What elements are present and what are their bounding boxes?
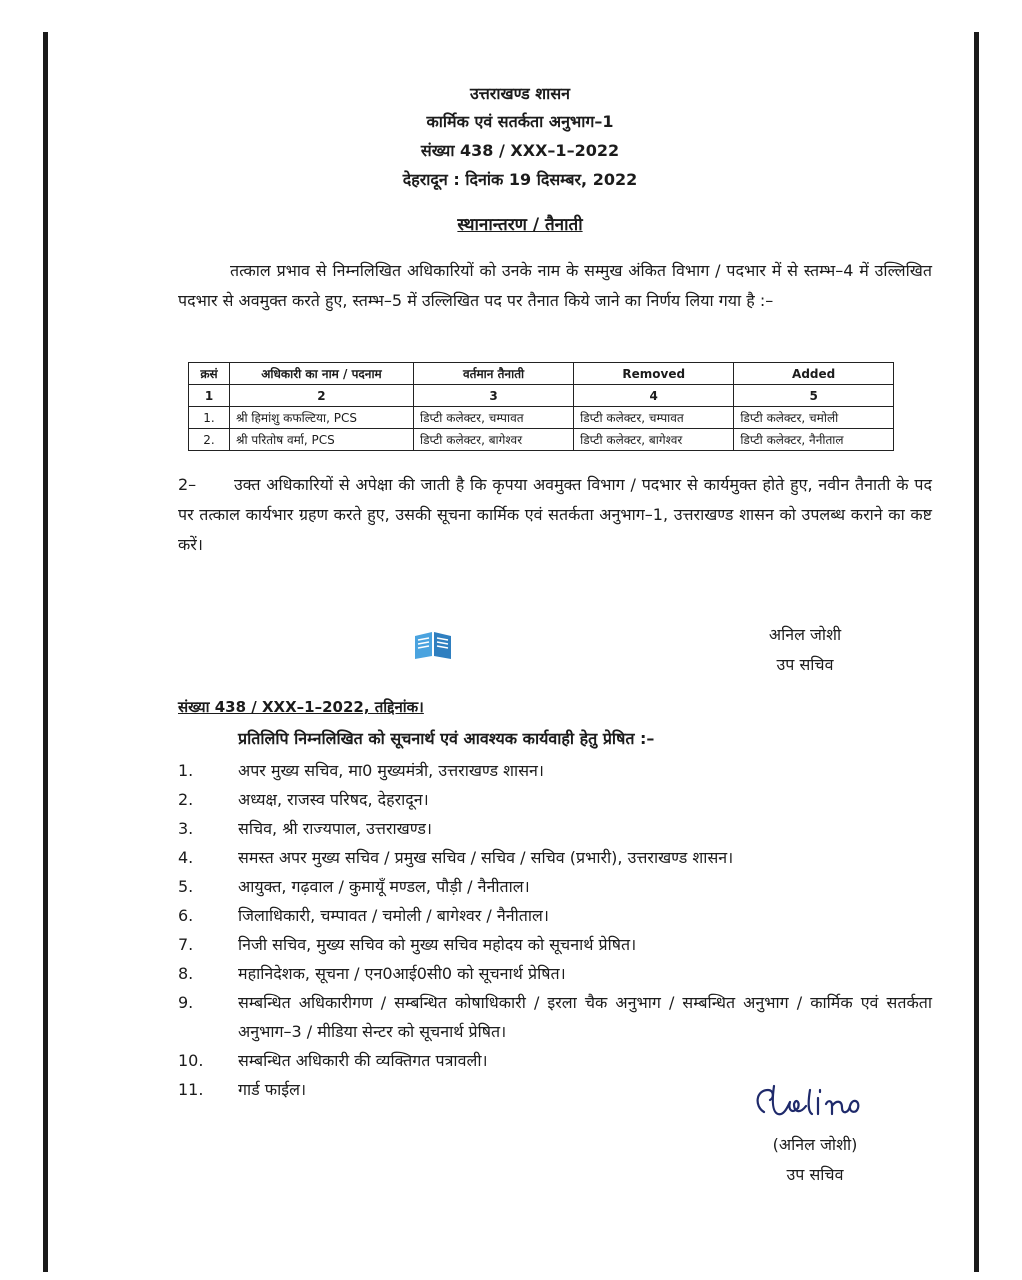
table-header-row bbox=[189, 363, 894, 385]
paragraph-text: उक्त अधिकारियों से अपेक्षा की जाती है कि कृपया अवमुक्त विभाग / पदभार से कार्यमुक्त होते हुए, नवीन तैनाती के पद पर तत्काल कार्यभार ग्रहण करते हुए, उसकी सूचना कार्मिक एवं सतर्कता अनुभाग–1, उत्तराखण्ड शासन को उपलब्ध कराने का कष्ट करें। bbox=[178, 475, 932, 554]
header-department: कार्मिक एवं सतर्कता अनुभाग–1 bbox=[426, 112, 614, 131]
list-item-number: 10. bbox=[178, 1051, 204, 1070]
list-item-text: महानिदेशक, सूचना / एन0आई0सी0 को सूचनार्थ प्रेषित। bbox=[238, 964, 566, 983]
table-header-cell: वर्तमान तैनाती bbox=[413, 363, 573, 385]
table-header-cell: Removed bbox=[574, 363, 734, 385]
table-header-cell: अधिकारी का नाम / पदनाम bbox=[230, 363, 414, 385]
page-edge-right bbox=[974, 32, 979, 1272]
handwritten-signature bbox=[750, 1076, 880, 1132]
list-item bbox=[178, 901, 932, 930]
table-column-number-row bbox=[189, 385, 894, 407]
table-column-number: 4 bbox=[574, 385, 734, 407]
list-item-number: 4. bbox=[178, 848, 194, 867]
table-cell-removed: डिप्टी कलेक्टर, बागेश्वर bbox=[574, 429, 734, 451]
header-government: उत्तराखण्ड शासन bbox=[469, 84, 571, 103]
signatory-block-1 bbox=[730, 620, 880, 680]
list-item bbox=[178, 1046, 932, 1075]
list-item-number: 1. bbox=[178, 761, 194, 780]
list-item-text: सचिव, श्री राज्यपाल, उत्तराखण्ड। bbox=[238, 819, 432, 838]
table-cell-current-posting: डिप्टी कलेक्टर, चम्पावत bbox=[413, 407, 573, 429]
list-item-text: सम्बन्धित अधिकारी की व्यक्तिगत पत्रावली। bbox=[238, 1051, 488, 1070]
list-item-text: आयुक्त, गढ़वाल / कुमायूँ मण्डल, पौड़ी / नैनीताल। bbox=[238, 877, 530, 896]
table-cell-serial: 2. bbox=[189, 429, 230, 451]
book-logo-icon bbox=[412, 628, 454, 662]
list-item-text: सम्बन्धित अधिकारीगण / सम्बन्धित कोषाधिकारी / इरला चैक अनुभाग / सम्बन्धित अनुभाग / कार्मिक एवं सतर्कता अनुभाग–3 / मीडिया सेन्टर को सूचनार्थ प्रेषित। bbox=[238, 993, 932, 1041]
list-item-number: 8. bbox=[178, 964, 194, 983]
table-cell-officer: श्री हिमांशु कफल्टिया, PCS bbox=[230, 407, 414, 429]
table-column-number: 5 bbox=[734, 385, 894, 407]
table-cell-officer: श्री परितोष वर्मा, PCS bbox=[230, 429, 414, 451]
list-item bbox=[178, 872, 932, 901]
list-item bbox=[178, 988, 932, 1046]
distribution-list bbox=[178, 756, 932, 1104]
table-cell-serial: 1. bbox=[189, 407, 230, 429]
table-cell-added: डिप्टी कलेक्टर, नैनीताल bbox=[734, 429, 894, 451]
page-edge-left bbox=[43, 32, 48, 1272]
table-column-number: 1 bbox=[189, 385, 230, 407]
signatory-designation: उप सचिव bbox=[776, 655, 834, 674]
transfer-table bbox=[188, 362, 894, 451]
list-item-text: अध्यक्ष, राजस्व परिषद, देहरादून। bbox=[238, 790, 429, 809]
table-row bbox=[189, 407, 894, 429]
copy-to-line: प्रतिलिपि निम्नलिखित को सूचनार्थ एवं आवश्यक कार्यवाही हेतु प्रेषित :– bbox=[238, 729, 655, 748]
list-item bbox=[178, 959, 932, 988]
header-place-date: देहरादून : दिनांक 19 दिसम्बर, 2022 bbox=[402, 170, 638, 189]
signatory-block-2 bbox=[740, 1130, 890, 1190]
signatory-designation: उप सचिव bbox=[786, 1165, 844, 1184]
list-item bbox=[178, 756, 932, 785]
table-column-number: 2 bbox=[230, 385, 414, 407]
table-cell-removed: डिप्टी कलेक्टर, चम्पावत bbox=[574, 407, 734, 429]
table-cell-current-posting: डिप्टी कलेक्टर, बागेश्वर bbox=[413, 429, 573, 451]
list-item-text: गार्ड फाईल। bbox=[238, 1080, 307, 1099]
list-item-number: 11. bbox=[178, 1080, 204, 1099]
table-cell-added: डिप्टी कलेक्टर, चमोली bbox=[734, 407, 894, 429]
list-item-number: 2. bbox=[178, 790, 194, 809]
list-item-text: अपर मुख्य सचिव, मा0 मुख्यमंत्री, उत्तराखण्ड शासन। bbox=[238, 761, 544, 780]
table-row bbox=[189, 429, 894, 451]
list-item bbox=[178, 785, 932, 814]
list-item-number: 6. bbox=[178, 906, 194, 925]
header-order-number: संख्या 438 / XXX–1–2022 bbox=[420, 141, 620, 160]
table-header-cell: Added bbox=[734, 363, 894, 385]
list-item-number: 5. bbox=[178, 877, 194, 896]
paragraph-number: 2– bbox=[178, 475, 197, 494]
reference-line: संख्या 438 / XXX–1–2022, तद्दिनांक। bbox=[178, 698, 424, 716]
list-item-number: 3. bbox=[178, 819, 194, 838]
signatory-name: (अनिल जोशी) bbox=[772, 1135, 858, 1154]
list-item bbox=[178, 814, 932, 843]
list-item-text: निजी सचिव, मुख्य सचिव को मुख्य सचिव महोदय को सूचनार्थ प्रेषित। bbox=[238, 935, 637, 954]
subject-title: स्थानान्तरण / तैनाती bbox=[457, 215, 583, 235]
list-item bbox=[178, 930, 932, 959]
table-header-cell: क्रसं bbox=[189, 363, 230, 385]
list-item-text: समस्त अपर मुख्य सचिव / प्रमुख सचिव / सचिव / सचिव (प्रभारी), उत्तराखण्ड शासन। bbox=[238, 848, 734, 867]
list-item bbox=[178, 843, 932, 872]
order-paragraph-2 bbox=[178, 470, 932, 560]
list-item-number: 7. bbox=[178, 935, 194, 954]
signatory-name: अनिल जोशी bbox=[768, 625, 842, 644]
list-item-number: 9. bbox=[178, 993, 194, 1012]
list-item-text: जिलाधिकारी, चम्पावत / चमोली / बागेश्वर / नैनीताल। bbox=[238, 906, 549, 925]
order-paragraph-1: तत्काल प्रभाव से निम्नलिखित अधिकारियों को उनके नाम के सम्मुख अंकित विभाग / पदभार में से स्तम्भ–4 में उल्लिखित पदभार से अवमुक्त करते हुए, स्तम्भ–5 में उल्लिखित पद पर तैनात किये जाने का निर्णय लिया गया है :– bbox=[178, 261, 932, 310]
table-column-number: 3 bbox=[413, 385, 573, 407]
